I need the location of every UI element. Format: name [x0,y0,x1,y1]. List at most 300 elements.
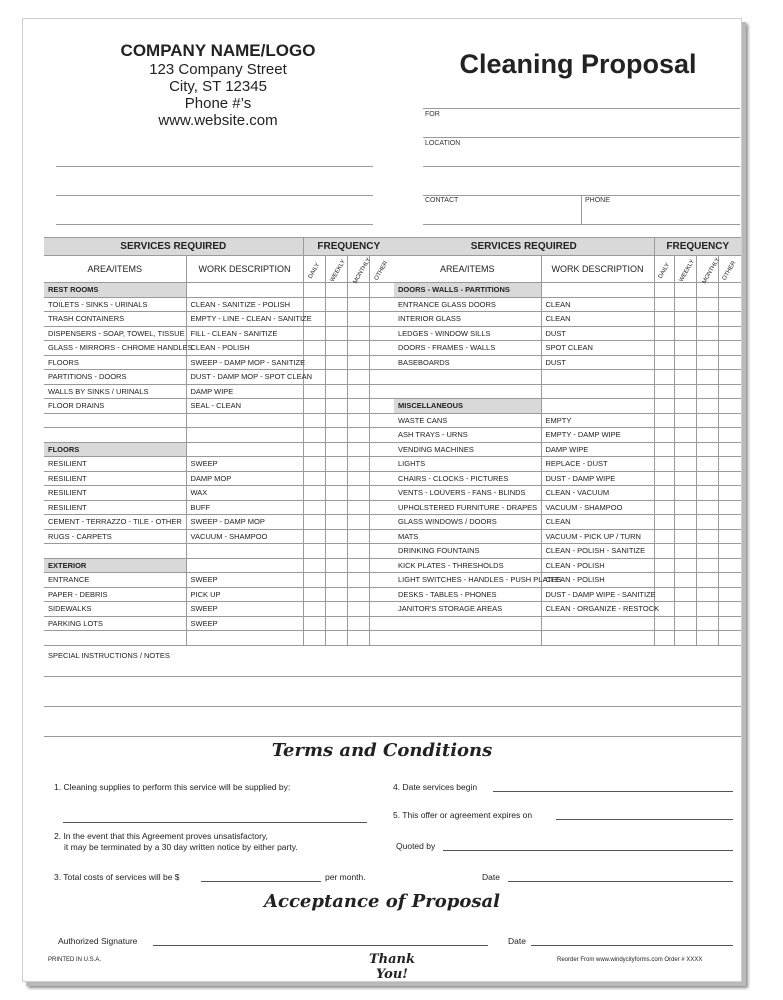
frequency-cell[interactable] [347,297,369,312]
frequency-cell[interactable] [674,515,696,530]
frequency-cell[interactable] [347,500,369,515]
frequency-cell[interactable] [654,471,674,486]
table-row [44,544,394,559]
services-required-header: SERVICES REQUIRED [394,238,654,256]
frequency-cell[interactable] [303,442,325,457]
for-line[interactable] [423,108,740,109]
frequency-cell[interactable] [347,413,369,428]
area-item: INTERIOR GLASS [394,312,541,327]
frequency-cell[interactable] [369,413,394,428]
frequency-cell[interactable] [654,500,674,515]
frequency-cell[interactable] [303,486,325,501]
notes-line[interactable] [44,706,741,707]
frequency-cell[interactable] [718,297,741,312]
frequency-cell[interactable] [325,283,347,298]
frequency-label-other: OTHER [718,256,741,283]
work-description: CLEAN - POLISH [541,558,654,573]
frequency-cell[interactable] [696,341,718,356]
frequency-cell[interactable] [696,558,718,573]
frequency-cell[interactable] [654,413,674,428]
frequency-cell[interactable] [369,602,394,617]
frequency-cell[interactable] [654,355,674,370]
frequency-cell[interactable] [718,515,741,530]
table-row [44,355,394,370]
supplied-by-line[interactable] [63,822,367,823]
frequency-cell[interactable] [718,442,741,457]
frequency-cell[interactable] [303,413,325,428]
term-4: 4. Date services begin [393,782,478,792]
frequency-cell[interactable] [369,471,394,486]
terms-heading: Terms and Conditions [271,740,493,761]
frequency-cell[interactable] [674,558,696,573]
frequency-cell[interactable] [674,631,696,646]
frequency-cell[interactable] [696,602,718,617]
area-item: CHAIRS - CLOCKS - PICTURES [394,471,541,486]
frequency-cell[interactable] [674,587,696,602]
frequency-cell[interactable] [347,587,369,602]
table-row [394,457,741,472]
frequency-cell[interactable] [347,616,369,631]
frequency-cell[interactable] [303,558,325,573]
frequency-cell[interactable] [325,515,347,530]
frequency-cell[interactable] [369,326,394,341]
frequency-cell[interactable] [369,631,394,646]
frequency-cell[interactable] [347,558,369,573]
frequency-cell[interactable] [347,312,369,327]
term-1: 1. Cleaning supplies to perform this service will be supplied by: [54,782,291,792]
frequency-cell[interactable] [674,500,696,515]
frequency-cell[interactable] [325,457,347,472]
frequency-cell[interactable] [369,384,394,399]
frequency-cell[interactable] [696,312,718,327]
area-item: WALLS BY SINKS / URINALS [44,384,186,399]
table-row [44,573,394,588]
frequency-cell[interactable] [718,573,741,588]
table-row [394,587,741,602]
frequency-cell[interactable] [303,457,325,472]
signature-line[interactable] [153,945,488,946]
frequency-cell[interactable] [303,602,325,617]
frequency-cell[interactable] [654,515,674,530]
frequency-cell[interactable] [696,529,718,544]
acceptance-date-line[interactable] [531,945,733,946]
frequency-cell[interactable] [347,573,369,588]
frequency-cell[interactable] [654,283,674,298]
frequency-cell[interactable] [325,399,347,414]
frequency-cell[interactable] [718,283,741,298]
frequency-cell[interactable] [369,558,394,573]
frequency-cell[interactable] [674,616,696,631]
frequency-cell[interactable] [654,399,674,414]
frequency-cell[interactable] [325,573,347,588]
frequency-cell[interactable] [325,355,347,370]
work-description: PICK UP [186,587,303,602]
frequency-cell[interactable] [369,428,394,443]
area-item: RUGS - CARPETS [44,529,186,544]
table-row [394,384,741,399]
area-item: SIDEWALKS [44,602,186,617]
frequency-cell[interactable] [303,283,325,298]
table-row [394,297,741,312]
frequency-cell[interactable] [325,544,347,559]
cost-line[interactable] [201,881,321,882]
frequency-cell[interactable] [369,297,394,312]
area-item: RESILIENT [44,471,186,486]
expires-line[interactable] [556,819,733,820]
frequency-cell[interactable] [347,384,369,399]
frequency-cell[interactable] [696,428,718,443]
frequency-cell[interactable] [303,500,325,515]
frequency-cell[interactable] [718,602,741,617]
table-row [394,428,741,443]
term-5: 5. This offer or agreement expires on [393,810,533,820]
frequency-header: FREQUENCY [654,238,741,256]
frequency-cell[interactable] [369,515,394,530]
table-row [44,428,394,443]
frequency-cell[interactable] [718,457,741,472]
frequency-cell[interactable] [303,573,325,588]
company-name: COMPANY NAME/LOGO [120,41,316,60]
frequency-cell[interactable] [369,355,394,370]
frequency-cell[interactable] [369,370,394,385]
frequency-cell[interactable] [674,384,696,399]
frequency-cell[interactable] [696,399,718,414]
section-row [44,283,394,298]
location-line-2[interactable] [423,166,740,167]
frequency-cell[interactable] [696,500,718,515]
frequency-cell[interactable] [654,370,674,385]
work-description: DAMP MOP [186,471,303,486]
frequency-cell[interactable] [718,312,741,327]
work-description: SWEEP - DAMP MOP [186,515,303,530]
area-item: GLASS - MIRRORS - CHROME HANDLES [44,341,186,356]
frequency-cell[interactable] [325,442,347,457]
frequency-cell[interactable] [696,384,718,399]
frequency-cell[interactable] [369,457,394,472]
frequency-cell[interactable] [303,341,325,356]
frequency-cell[interactable] [303,587,325,602]
frequency-cell[interactable] [654,558,674,573]
table-row [44,399,394,414]
frequency-cell[interactable] [718,384,741,399]
frequency-cell[interactable] [718,370,741,385]
frequency-cell[interactable] [718,413,741,428]
frequency-cell[interactable] [718,341,741,356]
work-description: DUST - DAMP WIPE [541,471,654,486]
frequency-cell[interactable] [303,616,325,631]
frequency-cell[interactable] [369,500,394,515]
table-row [394,341,741,356]
section-heading: FLOORS [44,442,186,457]
frequency-cell[interactable] [696,457,718,472]
frequency-cell[interactable] [696,442,718,457]
location-line[interactable] [423,137,740,138]
table-row [394,573,741,588]
frequency-cell[interactable] [674,355,696,370]
frequency-cell[interactable] [654,616,674,631]
frequency-cell[interactable] [369,529,394,544]
notes-line[interactable] [44,736,741,737]
work-description: SWEEP [186,457,303,472]
frequency-cell[interactable] [654,544,674,559]
frequency-cell[interactable] [674,544,696,559]
frequency-cell[interactable] [674,602,696,617]
frequency-cell[interactable] [347,457,369,472]
work-description [186,558,303,573]
frequency-cell[interactable] [718,399,741,414]
frequency-cell[interactable] [674,457,696,472]
table-row [394,500,741,515]
area-item: DISPENSERS - SOAP, TOWEL, TISSUE [44,326,186,341]
form-sheet [22,18,742,982]
frequency-label-weekly: WEEKLY [674,256,696,283]
frequency-cell[interactable] [674,413,696,428]
frequency-cell[interactable] [718,587,741,602]
frequency-cell[interactable] [718,355,741,370]
frequency-cell[interactable] [696,370,718,385]
frequency-cell[interactable] [303,297,325,312]
company-street: 123 Company Street [149,61,287,78]
frequency-cell[interactable] [347,602,369,617]
table-row [44,471,394,486]
table-row [394,544,741,559]
frequency-cell[interactable] [718,471,741,486]
frequency-cell[interactable] [325,326,347,341]
frequency-cell[interactable] [303,515,325,530]
frequency-cell[interactable] [347,471,369,486]
frequency-label-daily: DAILY [303,256,325,283]
section-heading: MISCELLANEOUS [394,399,541,414]
frequency-cell[interactable] [674,283,696,298]
work-description-header: WORK DESCRIPTION [186,256,303,283]
frequency-cell[interactable] [674,341,696,356]
frequency-cell[interactable] [347,529,369,544]
frequency-cell[interactable] [718,326,741,341]
work-description: WAX [186,486,303,501]
frequency-cell[interactable] [347,355,369,370]
frequency-cell[interactable] [654,312,674,327]
frequency-cell[interactable] [654,486,674,501]
area-items-header: AREA/ITEMS [44,256,186,283]
frequency-cell[interactable] [303,384,325,399]
frequency-cell[interactable] [696,413,718,428]
table-row [44,602,394,617]
frequency-cell[interactable] [718,428,741,443]
frequency-cell[interactable] [674,471,696,486]
frequency-cell[interactable] [718,500,741,515]
work-description: REPLACE - DUST [541,457,654,472]
frequency-cell[interactable] [696,587,718,602]
frequency-cell[interactable] [325,297,347,312]
area-item: GLASS WINDOWS / DOORS [394,515,541,530]
frequency-cell[interactable] [369,442,394,457]
frequency-cell[interactable] [347,515,369,530]
frequency-cell[interactable] [325,558,347,573]
area-item: CEMENT - TERRAZZO - TILE - OTHER [44,515,186,530]
work-description: SPOT CLEAN [541,341,654,356]
quoted-by-line[interactable] [443,850,733,851]
frequency-cell[interactable] [696,573,718,588]
frequency-cell[interactable] [696,297,718,312]
frequency-cell[interactable] [303,355,325,370]
frequency-cell[interactable] [674,370,696,385]
frequency-cell[interactable] [347,428,369,443]
frequency-cell[interactable] [369,486,394,501]
frequency-cell[interactable] [347,370,369,385]
frequency-cell[interactable] [654,428,674,443]
frequency-cell[interactable] [347,544,369,559]
notes-line[interactable] [44,676,741,677]
frequency-cell[interactable] [718,631,741,646]
frequency-cell[interactable] [369,544,394,559]
frequency-cell[interactable] [325,341,347,356]
table-row [394,442,741,457]
frequency-cell[interactable] [696,616,718,631]
frequency-cell[interactable] [347,341,369,356]
frequency-cell[interactable] [674,312,696,327]
table-row [394,558,741,573]
area-item: KICK PLATES - THRESHOLDS [394,558,541,573]
area-item: VENTS - LOUVERS - FANS - BLINDS [394,486,541,501]
frequency-cell[interactable] [325,384,347,399]
frequency-cell[interactable] [347,486,369,501]
frequency-cell[interactable] [369,399,394,414]
frequency-label-other: OTHER [369,256,394,283]
frequency-cell[interactable] [718,616,741,631]
frequency-cell[interactable] [325,413,347,428]
frequency-cell[interactable] [325,471,347,486]
frequency-cell[interactable] [369,341,394,356]
frequency-cell[interactable] [347,399,369,414]
frequency-cell[interactable] [718,544,741,559]
frequency-cell[interactable] [325,529,347,544]
area-item: DESKS - TABLES - PHONES [394,587,541,602]
frequency-cell[interactable] [696,326,718,341]
frequency-cell[interactable] [674,428,696,443]
contact-label: CONTACT [425,197,459,204]
area-item: RESILIENT [44,486,186,501]
frequency-cell[interactable] [674,326,696,341]
services-table-left [44,237,394,646]
blank-line [56,195,373,196]
acceptance-heading: Acceptance of Proposal [264,891,500,912]
frequency-cell[interactable] [303,544,325,559]
frequency-cell[interactable] [696,544,718,559]
frequency-cell[interactable] [325,428,347,443]
frequency-cell[interactable] [303,471,325,486]
frequency-cell[interactable] [674,442,696,457]
company-block [63,41,373,129]
frequency-cell[interactable] [654,573,674,588]
frequency-cell[interactable] [654,529,674,544]
frequency-cell[interactable] [347,631,369,646]
work-description [186,442,303,457]
frequency-cell[interactable] [369,312,394,327]
work-description: CLEAN [541,312,654,327]
frequency-cell[interactable] [696,631,718,646]
frequency-cell[interactable] [654,631,674,646]
area-item: LIGHTS [394,457,541,472]
frequency-cell[interactable] [654,442,674,457]
frequency-cell[interactable] [674,573,696,588]
contact-line-2[interactable] [423,224,740,225]
term-2b: it may be terminated by a 30 day written notice by either party. [64,842,298,852]
frequency-cell[interactable] [303,529,325,544]
table-row [44,326,394,341]
work-description [186,413,303,428]
frequency-cell[interactable] [369,587,394,602]
frequency-cell[interactable] [654,326,674,341]
area-item [394,370,541,385]
frequency-cell[interactable] [674,486,696,501]
frequency-cell[interactable] [347,326,369,341]
frequency-cell[interactable] [718,529,741,544]
area-item: VENDING MACHINES [394,442,541,457]
frequency-cell[interactable] [674,297,696,312]
work-description: EMPTY - LINE - CLEAN - SANITIZE [186,312,303,327]
frequency-cell[interactable] [347,442,369,457]
frequency-cell[interactable] [654,297,674,312]
date-begin-line[interactable] [493,791,733,792]
work-description [541,631,654,646]
frequency-cell[interactable] [696,355,718,370]
frequency-cell[interactable] [369,573,394,588]
frequency-cell[interactable] [654,587,674,602]
frequency-cell[interactable] [303,326,325,341]
frequency-cell[interactable] [303,631,325,646]
frequency-cell[interactable] [325,500,347,515]
section-row [44,558,394,573]
frequency-cell[interactable] [303,428,325,443]
frequency-cell[interactable] [718,558,741,573]
frequency-cell[interactable] [674,399,696,414]
frequency-cell[interactable] [325,602,347,617]
table-row [394,355,741,370]
terms-date-line[interactable] [508,881,733,882]
table-row [44,616,394,631]
area-item: WASTE CANS [394,413,541,428]
frequency-cell[interactable] [369,616,394,631]
work-description: DUST - DAMP MOP - SPOT CLEAN [186,370,303,385]
frequency-cell[interactable] [718,486,741,501]
area-item [44,544,186,559]
frequency-cell[interactable] [325,631,347,646]
frequency-cell[interactable] [696,486,718,501]
frequency-cell[interactable] [654,384,674,399]
work-description: CLEAN [541,297,654,312]
area-item: MATS [394,529,541,544]
area-item: DRINKING FOUNTAINS [394,544,541,559]
term-3: 3. Total costs of services will be $ [54,872,180,882]
frequency-cell[interactable] [654,341,674,356]
work-description: CLEAN [541,515,654,530]
frequency-cell[interactable] [369,283,394,298]
frequency-cell[interactable] [696,515,718,530]
frequency-cell[interactable] [674,529,696,544]
frequency-cell[interactable] [696,471,718,486]
area-item: FLOOR DRAINS [44,399,186,414]
area-item [394,631,541,646]
frequency-cell[interactable] [325,486,347,501]
quoted-by-label: Quoted by [396,841,436,851]
frequency-cell[interactable] [325,312,347,327]
frequency-cell[interactable] [325,616,347,631]
area-item: LEDGES - WINDOW SILLS [394,326,541,341]
frequency-cell[interactable] [303,399,325,414]
frequency-cell[interactable] [325,370,347,385]
frequency-cell[interactable] [654,457,674,472]
frequency-cell[interactable] [325,587,347,602]
